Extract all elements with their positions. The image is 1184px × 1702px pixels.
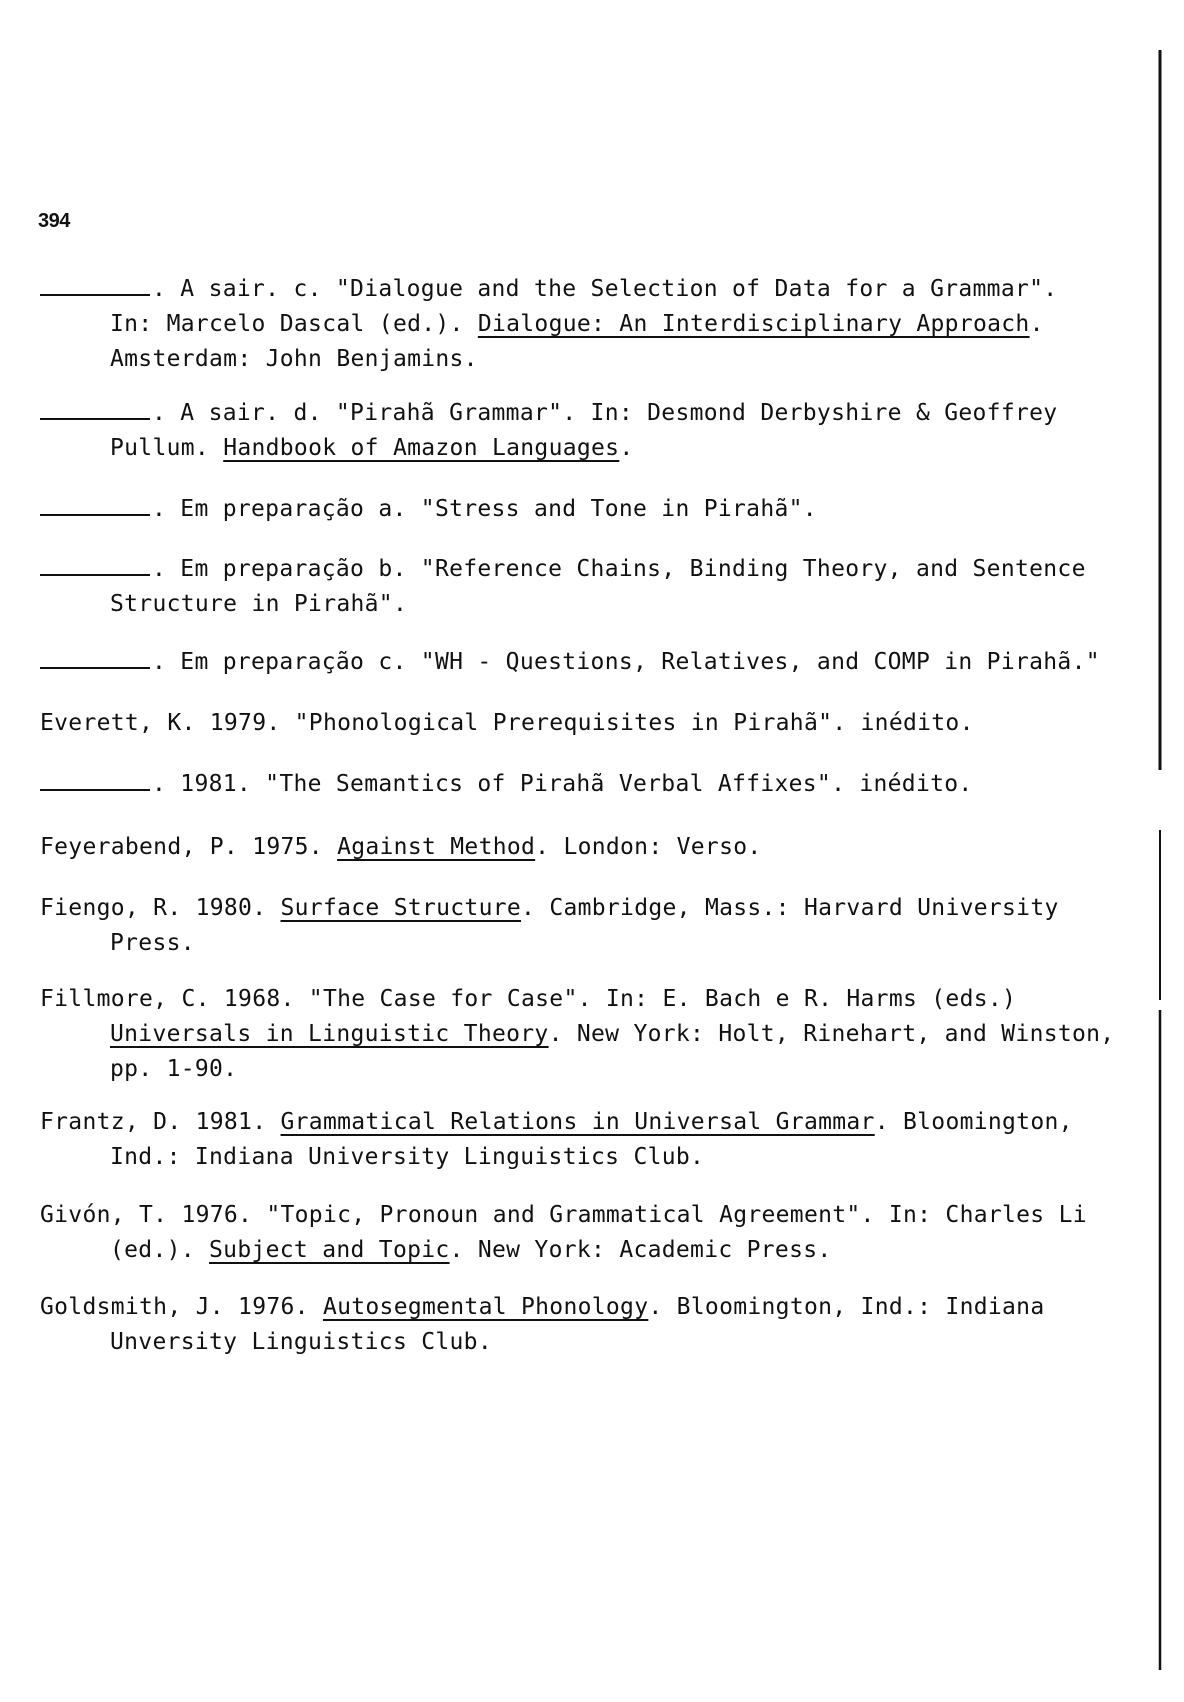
book-title: Dialogue: An Interdisciplinary Approach: [477, 311, 1030, 337]
reference-entry: Frantz, D. 1981. Grammatical Relations in Universal Grammar. Bloomington, Ind.: Indiana University Linguistics Club.: [40, 1109, 1073, 1170]
book-title: Autosegmental Phonology: [322, 1294, 649, 1320]
reference-entry: . A sair. d. "Pirahã Grammar". In: Desmond Derbyshire & Geoffrey Pullum. Handbook of Amazon Languages.: [40, 396, 1060, 466]
reference-entry: . Em preparação a. "Stress and Tone in Pirahã".: [40, 492, 1060, 527]
reference-entry: . A sair. c. "Dialogue and the Selection of Data for a Grammar". In: Marcelo Dascal (ed.). Dialogue: An Interdisciplinary Approach. Amsterdam: John Benjamins.: [40, 272, 1060, 377]
reference-entry: Fillmore, C. 1968. "The Case for Case". In: E. Bach e R. Harms (eds.) Universals in Linguistic Theory. New York: Holt, Rinehart, and Winston, pp. 1-90.: [40, 986, 1115, 1082]
book-title: Against Method: [337, 834, 536, 860]
author-repeat-dash: [40, 513, 150, 516]
book-title: Subject and Topic: [209, 1237, 450, 1263]
author-repeat-dash: [40, 417, 150, 420]
author-repeat-dash: [40, 293, 150, 296]
reference-entry: . Em preparação c. "WH - Questions, Relatives, and COMP in Pirahã.": [40, 645, 1060, 680]
author-repeat-dash: [40, 666, 150, 669]
scan-binding-edge: [1156, 50, 1164, 1670]
reference-entry: Goldsmith, J. 1976. Autosegmental Phonology. Bloomington, Ind.: Indiana Unversity Linguistics Club.: [40, 1294, 1045, 1355]
reference-entry: Givón, T. 1976. "Topic, Pronoun and Grammatical Agreement". In: Charles Li (ed.). Subject and Topic. New York: Academic Press.: [40, 1202, 1087, 1263]
reference-entry: . 1981. "The Semantics of Pirahã Verbal Affixes". inédito.: [40, 767, 1060, 802]
reference-entry: Feyerabend, P. 1975. Against Method. London: Verso.: [40, 834, 762, 860]
book-title: Handbook of Amazon Languages: [223, 435, 620, 461]
reference-entry: Fiengo, R. 1980. Surface Structure. Cambridge, Mass.: Harvard University Press.: [40, 895, 1059, 956]
reference-entry: Everett, K. 1979. "Phonological Prerequisites in Pirahã". inédito.: [40, 710, 974, 736]
page-number: 394: [38, 210, 70, 232]
reference-entry: . Em preparação b. "Reference Chains, Binding Theory, and Sentence Structure in Pirahã".: [40, 552, 1060, 622]
book-title: Surface Structure: [280, 895, 522, 921]
book-title: Universals in Linguistic Theory: [110, 1021, 549, 1047]
author-repeat-dash: [40, 573, 150, 576]
book-title: Grammatical Relations in Universal Grammar: [280, 1109, 875, 1135]
author-repeat-dash: [40, 788, 150, 791]
